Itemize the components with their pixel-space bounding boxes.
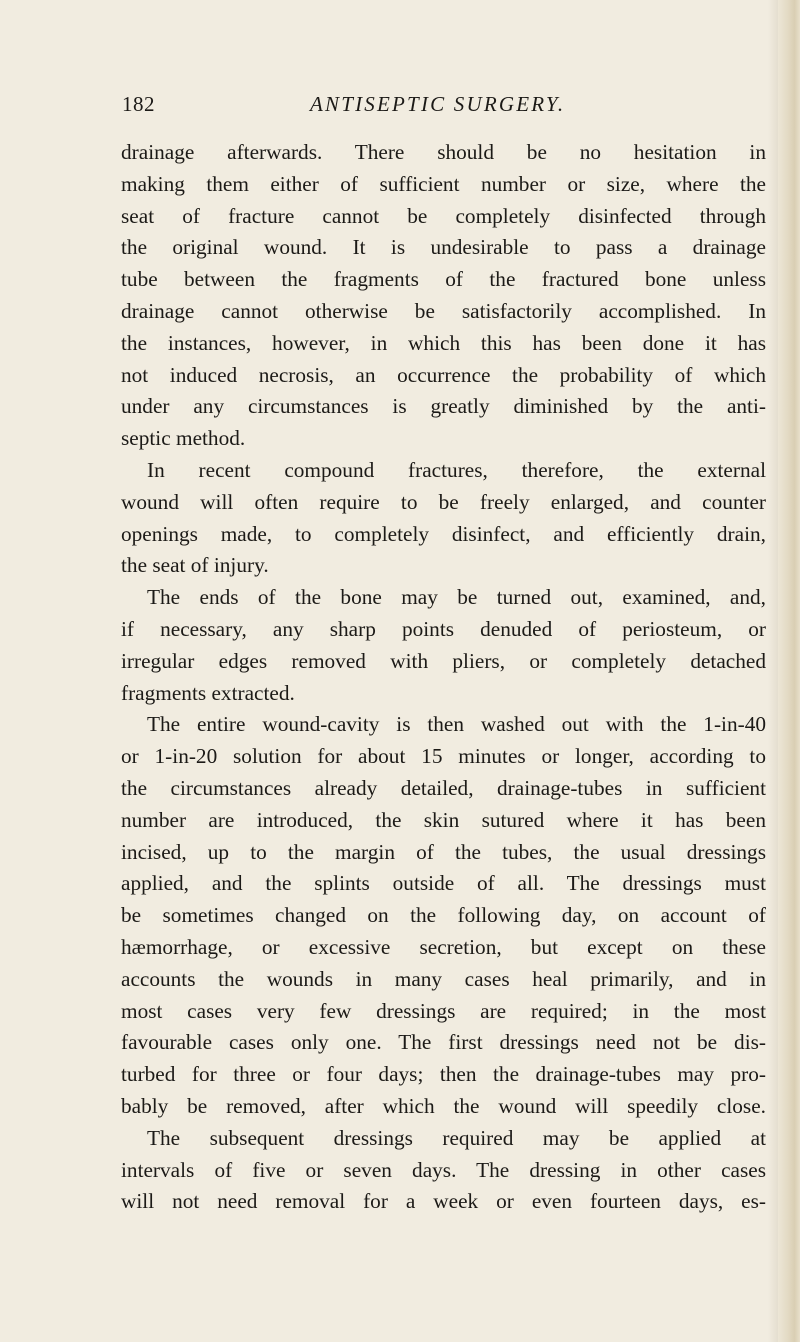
text-line: the circumstances already detailed, drainage-tubes in sufficient bbox=[121, 775, 766, 800]
text-line: the seat of injury. bbox=[121, 553, 269, 578]
page-number: 182 bbox=[122, 92, 155, 116]
text-line: drainage afterwards. There should be no hesitation in bbox=[121, 140, 766, 164]
text-line: applied, and the splints outside of all. The dressings must bbox=[121, 871, 766, 896]
page-edge bbox=[778, 0, 800, 1342]
text-line: wound will often require to be freely enlarged, and counter bbox=[121, 489, 766, 514]
text-line: incised, up to the margin of the tubes, the usual dressings bbox=[121, 839, 766, 864]
text-line: fragments extracted. bbox=[121, 680, 295, 705]
text-line: the original wound. It is undesirable to pass a drainage bbox=[121, 235, 766, 260]
text-line: openings made, to completely disinfect, and efficiently drain, bbox=[121, 521, 766, 546]
page-gutter-shadow bbox=[768, 0, 778, 1342]
text-line: making them either of sufficient number or size, where the bbox=[121, 171, 766, 196]
text-line: The entire wound-cavity is then washed out with the 1-in-40 bbox=[147, 712, 766, 737]
text-line: tube between the fragments of the fractured bone unless bbox=[121, 267, 766, 292]
text-line: accounts the wounds in many cases heal primarily, and in bbox=[121, 966, 766, 991]
text-line: favourable cases only one. The first dressings need not be dis- bbox=[121, 1030, 766, 1055]
text-line: not induced necrosis, an occurrence the probability of which bbox=[121, 362, 766, 387]
text-line: most cases very few dressings are required; in the most bbox=[121, 998, 766, 1023]
text-line: under any circumstances is greatly diminished by the anti- bbox=[121, 394, 766, 419]
text-line: bably be removed, after which the wound will speedily close. bbox=[121, 1093, 766, 1118]
page-header bbox=[120, 92, 760, 122]
text-line: In recent compound fractures, therefore, the external bbox=[147, 457, 766, 482]
text-line: the instances, however, in which this has been done it has bbox=[121, 330, 766, 355]
text-line: number are introduced, the skin sutured where it has been bbox=[121, 807, 766, 832]
text-line: drainage cannot otherwise be satisfactorily accomplished. In bbox=[121, 298, 766, 323]
text-line: if necessary, any sharp points denuded of periosteum, or bbox=[121, 616, 766, 641]
running-head: ANTISEPTIC SURGERY. bbox=[310, 92, 566, 116]
body-text bbox=[121, 137, 766, 1218]
text-line: seat of fracture cannot be completely disinfected through bbox=[121, 203, 766, 228]
text-line: be sometimes changed on the following day, on account of bbox=[121, 903, 766, 928]
text-line: turbed for three or four days; then the drainage-tubes may pro- bbox=[121, 1062, 766, 1087]
text-line: will not need removal for a week or even fourteen days, es- bbox=[121, 1189, 766, 1214]
text-line: The ends of the bone may be turned out, examined, and, bbox=[147, 585, 766, 610]
text-line: or 1-in-20 solution for about 15 minutes or longer, according to bbox=[121, 744, 766, 769]
text-line: hæmorrhage, or excessive secretion, but except on these bbox=[121, 934, 766, 959]
text-line: intervals of five or seven days. The dressing in other cases bbox=[121, 1157, 766, 1182]
text-line: irregular edges removed with pliers, or completely detached bbox=[121, 648, 766, 673]
text-line: septic method. bbox=[121, 426, 246, 451]
text-line: The subsequent dressings required may be applied at bbox=[147, 1125, 766, 1150]
